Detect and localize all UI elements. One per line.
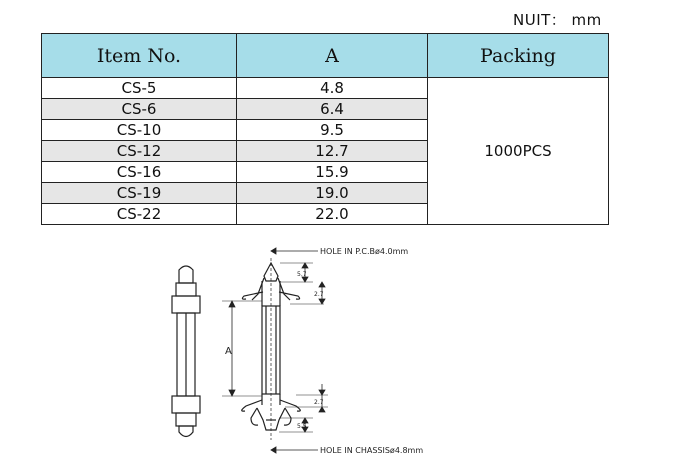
a-cell: 12.7 bbox=[237, 141, 428, 162]
item-cell: CS-5 bbox=[42, 78, 237, 99]
a-cell: 19.0 bbox=[237, 183, 428, 204]
table-row bbox=[42, 78, 609, 99]
dim-top-2: 2.7 bbox=[314, 291, 324, 298]
a-cell: 9.5 bbox=[237, 120, 428, 141]
technical-drawing bbox=[0, 240, 690, 463]
item-cell: CS-6 bbox=[42, 99, 237, 120]
dimension-lines bbox=[222, 248, 328, 453]
item-cell: CS-19 bbox=[42, 183, 237, 204]
item-cell: CS-12 bbox=[42, 141, 237, 162]
header-packing: Packing bbox=[428, 34, 609, 78]
dim-bottom-1: 2.7 bbox=[314, 399, 324, 406]
a-cell: 6.4 bbox=[237, 99, 428, 120]
header-item-no: Item No. bbox=[42, 34, 237, 78]
spacer-side-view bbox=[172, 266, 200, 437]
hole-pcb-label: HOLE IN P.C.Bø4.0mm bbox=[320, 247, 409, 256]
a-cell: 4.8 bbox=[237, 78, 428, 99]
a-cell: 15.9 bbox=[237, 162, 428, 183]
dim-top-1: 5.7 bbox=[297, 271, 307, 278]
item-cell: CS-22 bbox=[42, 204, 237, 225]
dim-bottom-2: 5.5 bbox=[297, 423, 307, 430]
unit-label: NUIT： mm bbox=[513, 11, 602, 29]
spacer-front-view bbox=[242, 258, 301, 440]
table-header-row bbox=[42, 34, 609, 78]
spec-table bbox=[41, 33, 609, 225]
a-cell: 22.0 bbox=[237, 204, 428, 225]
item-cell: CS-16 bbox=[42, 162, 237, 183]
packing-cell: 1000PCS bbox=[428, 78, 609, 225]
dim-a-label: A bbox=[225, 346, 232, 357]
hole-chassis-label: HOLE IN CHASSISø4.8mm bbox=[320, 446, 424, 455]
header-a: A bbox=[237, 34, 428, 78]
item-cell: CS-10 bbox=[42, 120, 237, 141]
